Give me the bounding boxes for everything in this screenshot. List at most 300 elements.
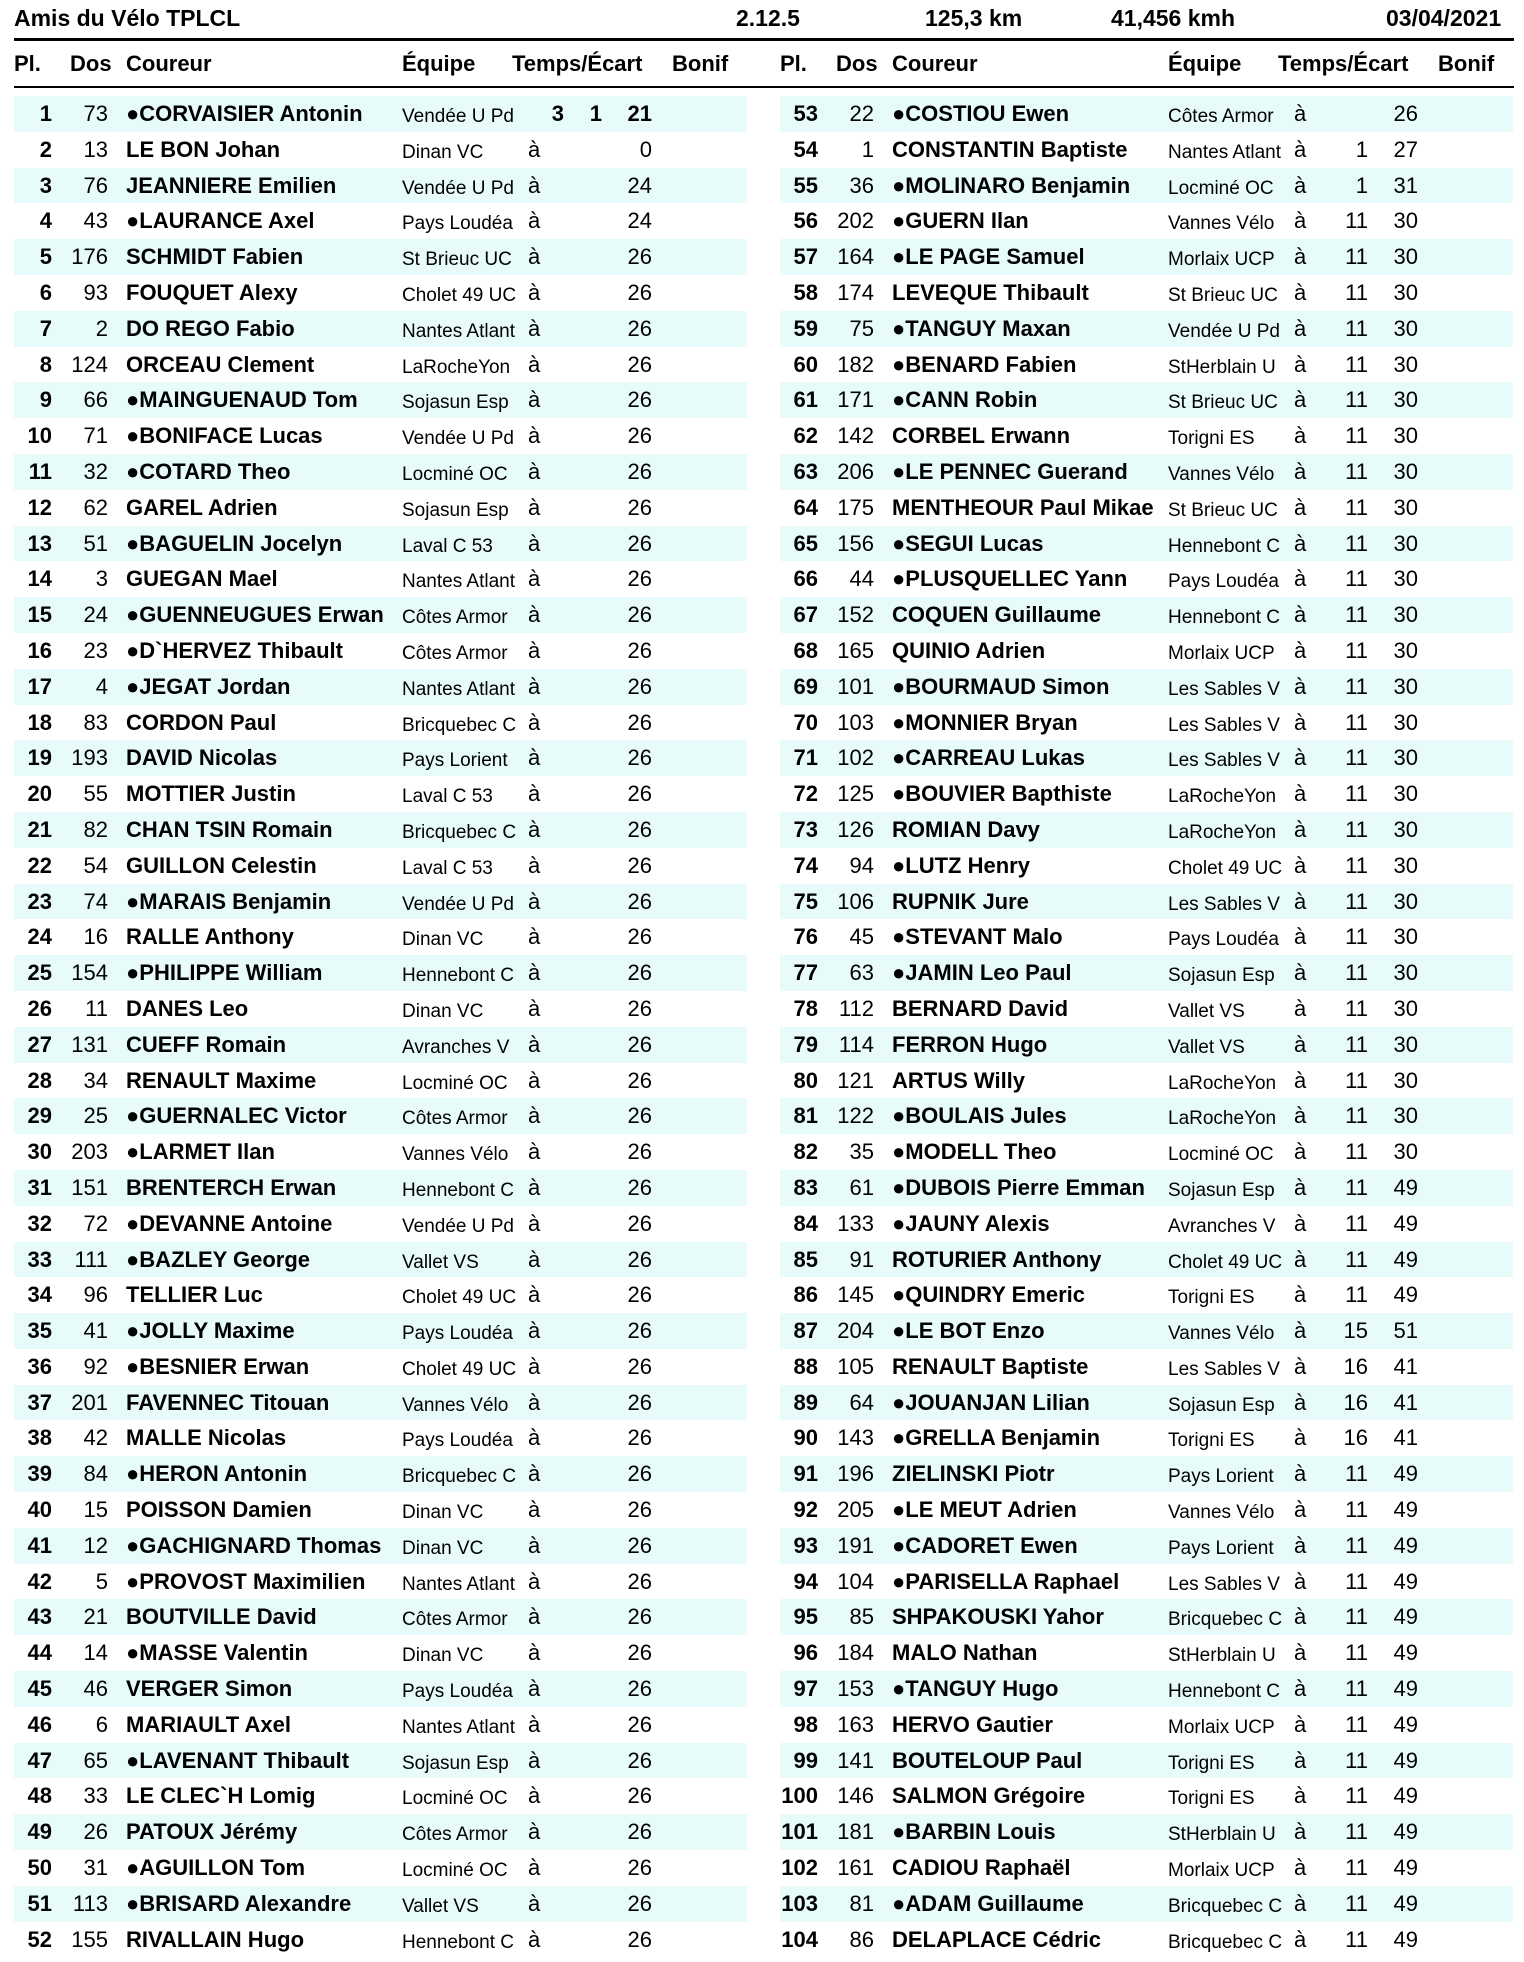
table-row: [14, 1886, 747, 1922]
cell-rider: HERVO Gautier: [892, 1711, 1053, 1737]
cell-minutes: 1: [589, 101, 602, 126]
cell-rider: BOUTVILLE David: [126, 1604, 317, 1630]
cell-rider: ●JOLLY Maxime: [126, 1318, 295, 1344]
cell-gap-marker: à: [1294, 852, 1307, 878]
cell-bib: 202: [837, 208, 874, 234]
cell-place: 24: [27, 924, 52, 950]
cell-gap-marker: à: [528, 1174, 541, 1200]
cell-place: 89: [793, 1389, 818, 1415]
cell-minutes: 11: [1345, 960, 1368, 986]
cell-rider: DANES Leo: [126, 995, 249, 1021]
cell-seconds: 49: [1393, 1783, 1418, 1809]
header-pl: Pl.: [14, 51, 41, 76]
cell-place: 46: [27, 1711, 52, 1737]
cell-bib: 102: [837, 745, 874, 771]
cell-seconds: 26: [627, 279, 652, 305]
cell-minutes: 11: [1345, 566, 1368, 592]
cell-gap-marker: à: [1294, 1282, 1307, 1308]
cell-gap-marker: à: [1294, 136, 1307, 162]
cell-place: 70: [793, 709, 818, 735]
table-row: [780, 1814, 1513, 1850]
cell-team: Pays Loudéa: [402, 1681, 513, 1703]
cell-bib: 75: [849, 315, 874, 341]
cell-seconds: 26: [627, 1425, 652, 1451]
cell-team: Sojasun Esp: [1168, 1179, 1275, 1201]
cell-gap-marker: à: [1294, 172, 1307, 198]
cell-bib: 152: [837, 602, 874, 628]
cell-team: Vendée U Pd: [1168, 320, 1280, 342]
cell-seconds: 30: [1393, 530, 1418, 556]
cell-seconds: 30: [1393, 351, 1418, 377]
cell-rider: GUEGAN Mael: [126, 566, 278, 592]
cell-team: Dinan VC: [402, 1645, 484, 1667]
cell-gap-marker: à: [528, 1067, 541, 1093]
table-row: [780, 669, 1513, 705]
cell-gap-marker: à: [528, 1640, 541, 1666]
cell-team: Côtes Armor: [402, 642, 508, 664]
cell-bib: 45: [849, 924, 874, 950]
cell-seconds: 26: [627, 1855, 652, 1881]
cell-gap-marker: à: [528, 1568, 541, 1594]
cell-bib: 84: [83, 1461, 108, 1487]
cell-gap-marker: à: [1294, 1711, 1307, 1737]
cell-place: 37: [27, 1389, 52, 1415]
table-row: [14, 526, 747, 562]
cell-team: Bricquebec C: [402, 1466, 517, 1488]
cell-seconds: 26: [627, 1604, 652, 1630]
document-title-bar: [14, 0, 1514, 36]
cell-seconds: 49: [1393, 1747, 1418, 1773]
cell-team: Pays Lorient: [1168, 1537, 1274, 1559]
table-row: [14, 1134, 747, 1170]
cell-gap-marker: à: [528, 172, 541, 198]
cell-seconds: 26: [627, 530, 652, 556]
cell-bib: 201: [71, 1389, 108, 1415]
cell-minutes: 11: [1345, 1568, 1368, 1594]
cell-team: Torigni ES: [1168, 1788, 1255, 1810]
cell-place: 88: [793, 1353, 818, 1379]
header-dos: Dos: [836, 51, 878, 76]
table-row: [14, 1313, 747, 1349]
cell-bib: 83: [83, 709, 108, 735]
table-row: [780, 1492, 1513, 1528]
cell-seconds: 26: [627, 423, 652, 449]
cell-team: Vannes Vélo: [1168, 1323, 1275, 1345]
cell-rider: RALLE Anthony: [126, 924, 294, 950]
cell-minutes: 11: [1345, 1855, 1368, 1881]
cell-gap-marker: à: [1294, 1246, 1307, 1272]
cell-seconds: 26: [627, 995, 652, 1021]
cell-place: 98: [793, 1711, 818, 1737]
table-row: [14, 1671, 747, 1707]
table-row: [14, 848, 747, 884]
cell-gap-marker: à: [528, 351, 541, 377]
cell-gap-marker: à: [1294, 458, 1307, 484]
cell-bib: 13: [83, 136, 108, 162]
cell-minutes: 11: [1345, 1139, 1368, 1165]
cell-minutes: 11: [1345, 1783, 1368, 1809]
cell-rider: ●BONIFACE Lucas: [126, 423, 323, 449]
cell-gap-marker: à: [1294, 1532, 1307, 1558]
cell-rider: ●COTARD Theo: [126, 458, 291, 484]
cell-rider: ●JAUNY Alexis: [892, 1210, 1050, 1236]
cell-bib: 62: [83, 494, 108, 520]
cell-team: Pays Lorient: [1168, 1466, 1274, 1488]
cell-team: LaRocheYon: [1168, 821, 1277, 843]
cell-place: 55: [793, 172, 818, 198]
cell-rider: RUPNIK Jure: [892, 888, 1029, 914]
cell-seconds: 30: [1393, 602, 1418, 628]
cell-rider: SCHMIDT Fabien: [126, 244, 304, 270]
cell-bib: 165: [837, 637, 874, 663]
cell-place: 82: [793, 1139, 818, 1165]
table-row: [780, 848, 1513, 884]
table-row: [780, 561, 1513, 597]
cell-rider: ●MOLINARO Benjamin: [892, 172, 1131, 198]
cell-bib: 73: [83, 101, 108, 126]
cell-gap-marker: à: [1294, 1890, 1307, 1916]
cell-bib: 14: [83, 1640, 108, 1666]
cell-gap-marker: à: [528, 387, 541, 413]
cell-place: 47: [27, 1747, 52, 1773]
cell-minutes: 11: [1345, 1103, 1368, 1129]
cell-place: 25: [27, 960, 52, 986]
cell-rider: BOUTELOUP Paul: [892, 1747, 1083, 1773]
header-name: Coureur: [126, 51, 212, 76]
cell-place: 104: [781, 1926, 818, 1952]
cell-place: 85: [793, 1246, 818, 1272]
table-row: [14, 203, 747, 239]
cell-place: 27: [27, 1031, 52, 1057]
table-row: [780, 1420, 1513, 1456]
cell-seconds: 26: [627, 1210, 652, 1236]
cell-seconds: 30: [1393, 816, 1418, 842]
cell-team: St Brieuc UC: [1168, 284, 1278, 306]
cell-gap-marker: à: [528, 1031, 541, 1057]
cell-bib: 184: [837, 1640, 874, 1666]
cell-seconds: 26: [627, 566, 652, 592]
header-time: Temps/Écart: [512, 51, 643, 76]
cell-bib: 34: [83, 1067, 108, 1093]
cell-gap-marker: à: [1294, 1318, 1307, 1344]
cell-rider: ●LE MEUT Adrien: [892, 1497, 1077, 1523]
table-row: [780, 526, 1513, 562]
cell-gap-marker: à: [528, 1210, 541, 1236]
cell-seconds: 26: [627, 709, 652, 735]
table-row: [14, 382, 747, 418]
cell-rider: QUINIO Adrien: [892, 637, 1046, 663]
cell-rider: ●AGUILLON Tom: [126, 1855, 306, 1881]
cell-bib: 12: [83, 1532, 108, 1558]
cell-seconds: 30: [1393, 960, 1418, 986]
cell-place: 93: [793, 1532, 818, 1558]
cell-team: Cholet 49 UC: [402, 284, 517, 306]
cell-place: 74: [793, 852, 818, 878]
cell-rider: FERRON Hugo: [892, 1031, 1048, 1057]
cell-team: Vendée U Pd: [402, 106, 514, 127]
cell-gap-marker: à: [528, 1604, 541, 1630]
cell-minutes: 11: [1345, 995, 1368, 1021]
cell-seconds: 30: [1393, 244, 1418, 270]
cell-minutes: 16: [1343, 1425, 1368, 1451]
cell-seconds: 26: [627, 1282, 652, 1308]
cell-gap-marker: à: [528, 602, 541, 628]
cell-rider: VERGER Simon: [126, 1676, 293, 1702]
cell-rider: RENAULT Baptiste: [892, 1353, 1089, 1379]
cell-place: 29: [27, 1103, 52, 1129]
cell-gap-marker: à: [1294, 1747, 1307, 1773]
cell-place: 62: [793, 423, 818, 449]
table-row: [14, 812, 747, 848]
cell-rider: ●LAURANCE Axel: [126, 208, 315, 234]
cell-bib: 3: [95, 566, 108, 592]
cell-gap-marker: à: [528, 1353, 541, 1379]
cell-seconds: 26: [627, 1461, 652, 1487]
cell-gap-marker: à: [1294, 1783, 1307, 1809]
table-row: [14, 1063, 747, 1099]
cell-seconds: 49: [1393, 1174, 1418, 1200]
cell-seconds: 0: [639, 136, 652, 162]
cell-rider: SALMON Grégoire: [892, 1783, 1086, 1809]
table-row: [780, 1242, 1513, 1278]
header-divider: [14, 86, 1514, 88]
table-row: [780, 597, 1513, 633]
cell-gap-marker: à: [1294, 924, 1307, 950]
cell-place: 9: [39, 387, 52, 413]
cell-bib: 164: [837, 244, 874, 270]
table-row: [780, 991, 1513, 1027]
table-row: [780, 382, 1513, 418]
cell-bib: 15: [83, 1497, 108, 1523]
cell-place: 49: [27, 1819, 52, 1845]
cell-gap-marker: à: [1294, 1568, 1307, 1594]
cell-seconds: 26: [627, 1747, 652, 1773]
cell-place: 13: [27, 530, 52, 556]
cell-place: 52: [27, 1926, 52, 1952]
cell-gap-marker: à: [528, 1783, 541, 1809]
cell-rider: ROTURIER Anthony: [892, 1246, 1102, 1272]
cell-seconds: 51: [1393, 1318, 1418, 1344]
table-row: [14, 740, 747, 776]
cell-gap-marker: à: [1294, 387, 1307, 413]
cell-seconds: 27: [1393, 136, 1418, 162]
cell-seconds: 30: [1393, 279, 1418, 305]
cell-team: Vallet VS: [402, 1251, 479, 1273]
cell-seconds: 49: [1393, 1819, 1418, 1845]
results-column-left: [14, 51, 747, 1957]
table-row: [14, 311, 747, 347]
cell-seconds: 49: [1393, 1926, 1418, 1952]
table-row: [780, 1170, 1513, 1206]
cell-place: 14: [27, 566, 52, 592]
cell-seconds: 26: [627, 1031, 652, 1057]
table-row: [14, 1420, 747, 1456]
header-bonus: Bonif: [1438, 51, 1495, 76]
header-dos: Dos: [70, 51, 112, 76]
cell-bib: 81: [849, 1890, 874, 1916]
table-row: [14, 1385, 747, 1421]
cell-bib: 2: [95, 315, 108, 341]
cell-place: 44: [27, 1640, 52, 1666]
cell-place: 100: [781, 1783, 818, 1809]
cell-gap-marker: à: [1294, 494, 1307, 520]
cell-minutes: 11: [1345, 423, 1368, 449]
cell-team: Vannes Vélo: [1168, 1502, 1275, 1524]
cell-place: 3: [39, 172, 52, 198]
cell-rider: ●MARAIS Benjamin: [126, 888, 332, 914]
cell-seconds: 26: [627, 244, 652, 270]
cell-rider: ●BENARD Fabien: [892, 351, 1077, 377]
cell-seconds: 49: [1393, 1604, 1418, 1630]
cell-rider: GAREL Adrien: [126, 494, 278, 520]
cell-seconds: 30: [1393, 1031, 1418, 1057]
cell-gap-marker: à: [528, 1711, 541, 1737]
cell-gap-marker: à: [1294, 1031, 1307, 1057]
cell-minutes: 11: [1345, 458, 1368, 484]
cell-place: 19: [27, 745, 52, 771]
table-row: [780, 1564, 1513, 1600]
cell-place: 72: [793, 781, 818, 807]
cell-rider: ●LARMET Ilan: [126, 1139, 275, 1165]
cell-seconds: 41: [1393, 1353, 1418, 1379]
cell-place: 77: [793, 960, 818, 986]
table-row: [780, 1098, 1513, 1134]
cell-rider: ●D`HERVEZ Thibault: [126, 637, 343, 663]
table-row: [14, 454, 747, 490]
cell-rider: ●JOUANJAN Lilian: [892, 1389, 1090, 1415]
cell-team: Vannes Vélo: [402, 1144, 509, 1166]
cell-minutes: 11: [1345, 1926, 1368, 1952]
cell-gap-marker: à: [1294, 101, 1307, 126]
cell-rider: ●LAVENANT Thibault: [126, 1747, 350, 1773]
cell-rider: ●GACHIGNARD Thomas: [126, 1532, 382, 1558]
table-row: [780, 132, 1513, 168]
cell-minutes: 11: [1345, 709, 1368, 735]
table-row: [14, 1743, 747, 1779]
cell-place: 48: [27, 1783, 52, 1809]
cell-gap-marker: à: [528, 1676, 541, 1702]
cell-place: 86: [793, 1282, 818, 1308]
column-header-left: [14, 47, 747, 79]
cell-team: Dinan VC: [402, 929, 484, 951]
cell-bib: 126: [837, 816, 874, 842]
cell-place: 39: [27, 1461, 52, 1487]
cell-rider: ●LE BOT Enzo: [892, 1318, 1045, 1344]
cell-seconds: 26: [627, 1676, 652, 1702]
cell-bib: 5: [95, 1568, 108, 1594]
cell-bib: 204: [837, 1318, 874, 1344]
cell-rider: ●TANGUY Maxan: [892, 315, 1071, 341]
cell-seconds: 26: [627, 602, 652, 628]
cell-gap-marker: à: [1294, 1604, 1307, 1630]
cell-place: 28: [27, 1067, 52, 1093]
cell-seconds: 30: [1393, 1103, 1418, 1129]
cell-gap-marker: à: [1294, 315, 1307, 341]
table-row: [780, 1313, 1513, 1349]
cell-bib: 176: [71, 244, 108, 270]
cell-team: Locminé OC: [402, 1788, 508, 1810]
cell-bib: 6: [95, 1711, 108, 1737]
cell-bib: 174: [837, 279, 874, 305]
cell-place: 41: [27, 1532, 52, 1558]
table-row: [14, 490, 747, 526]
cell-place: 45: [27, 1676, 52, 1702]
cell-place: 64: [793, 494, 818, 520]
cell-minutes: 11: [1345, 315, 1368, 341]
cell-rider: ●GUERN Ilan: [892, 208, 1029, 234]
cell-bib: 72: [83, 1210, 108, 1236]
cell-seconds: 30: [1393, 637, 1418, 663]
cell-team: Locminé OC: [1168, 1144, 1274, 1166]
cell-place: 23: [27, 888, 52, 914]
cell-team: Laval C 53: [402, 786, 493, 808]
cell-team: Pays Loudéa: [1168, 929, 1279, 951]
cell-bib: 11: [85, 995, 108, 1021]
cell-gap-marker: à: [1294, 709, 1307, 735]
table-row: [14, 561, 747, 597]
cell-team: Bricquebec C: [1168, 1609, 1283, 1631]
cell-place: 33: [27, 1246, 52, 1272]
header-team: Équipe: [1168, 51, 1242, 76]
cell-minutes: 11: [1345, 351, 1368, 377]
table-row: [780, 1707, 1513, 1743]
cell-team: Hennebont C: [1168, 535, 1280, 557]
cell-place: 60: [793, 351, 818, 377]
cell-team: Vannes Vélo: [1168, 463, 1275, 485]
table-row: [14, 1850, 747, 1886]
cell-team: Bricquebec C: [1168, 1895, 1283, 1917]
cell-place: 102: [781, 1855, 818, 1881]
cell-seconds: 49: [1393, 1246, 1418, 1272]
cell-team: StHerblain U: [1168, 1645, 1276, 1667]
cell-team: Hennebont C: [1168, 607, 1280, 629]
cell-minutes: 11: [1345, 1067, 1368, 1093]
cell-place: 75: [793, 888, 818, 914]
cell-team: Nantes Atlant: [402, 678, 516, 700]
cell-seconds: 26: [627, 781, 652, 807]
cell-team: Dinan VC: [402, 141, 484, 163]
cell-bib: 43: [83, 208, 108, 234]
cell-place: 4: [39, 208, 52, 234]
cell-place: 5: [39, 244, 52, 270]
cell-gap-marker: à: [528, 1318, 541, 1344]
cell-team: Hennebont C: [402, 1931, 514, 1953]
cell-bib: 33: [83, 1783, 108, 1809]
cell-gap-marker: à: [528, 1103, 541, 1129]
table-row: [780, 1778, 1513, 1814]
cell-team: Morlaix UCP: [1168, 1716, 1275, 1738]
cell-seconds: 30: [1393, 458, 1418, 484]
cell-place: 71: [793, 745, 818, 771]
cell-rider: ●MASSE Valentin: [126, 1640, 308, 1666]
cell-gap-marker: à: [528, 1389, 541, 1415]
cell-seconds: 26: [627, 351, 652, 377]
cell-team: Avranches V: [1168, 1215, 1276, 1237]
cell-gap-marker: à: [1294, 1139, 1307, 1165]
cell-place: 54: [793, 136, 818, 162]
cell-team: Sojasun Esp: [402, 499, 509, 521]
cell-bib: 103: [837, 709, 874, 735]
cell-gap-marker: à: [1294, 1819, 1307, 1845]
results-list-right: [780, 96, 1513, 1957]
cell-seconds: 26: [627, 1890, 652, 1916]
cell-place: 73: [793, 816, 818, 842]
table-row: [780, 705, 1513, 741]
cell-bib: 41: [83, 1318, 108, 1344]
table-row: [14, 1277, 747, 1313]
cell-bib: 55: [83, 781, 108, 807]
cell-place: 26: [27, 995, 52, 1021]
